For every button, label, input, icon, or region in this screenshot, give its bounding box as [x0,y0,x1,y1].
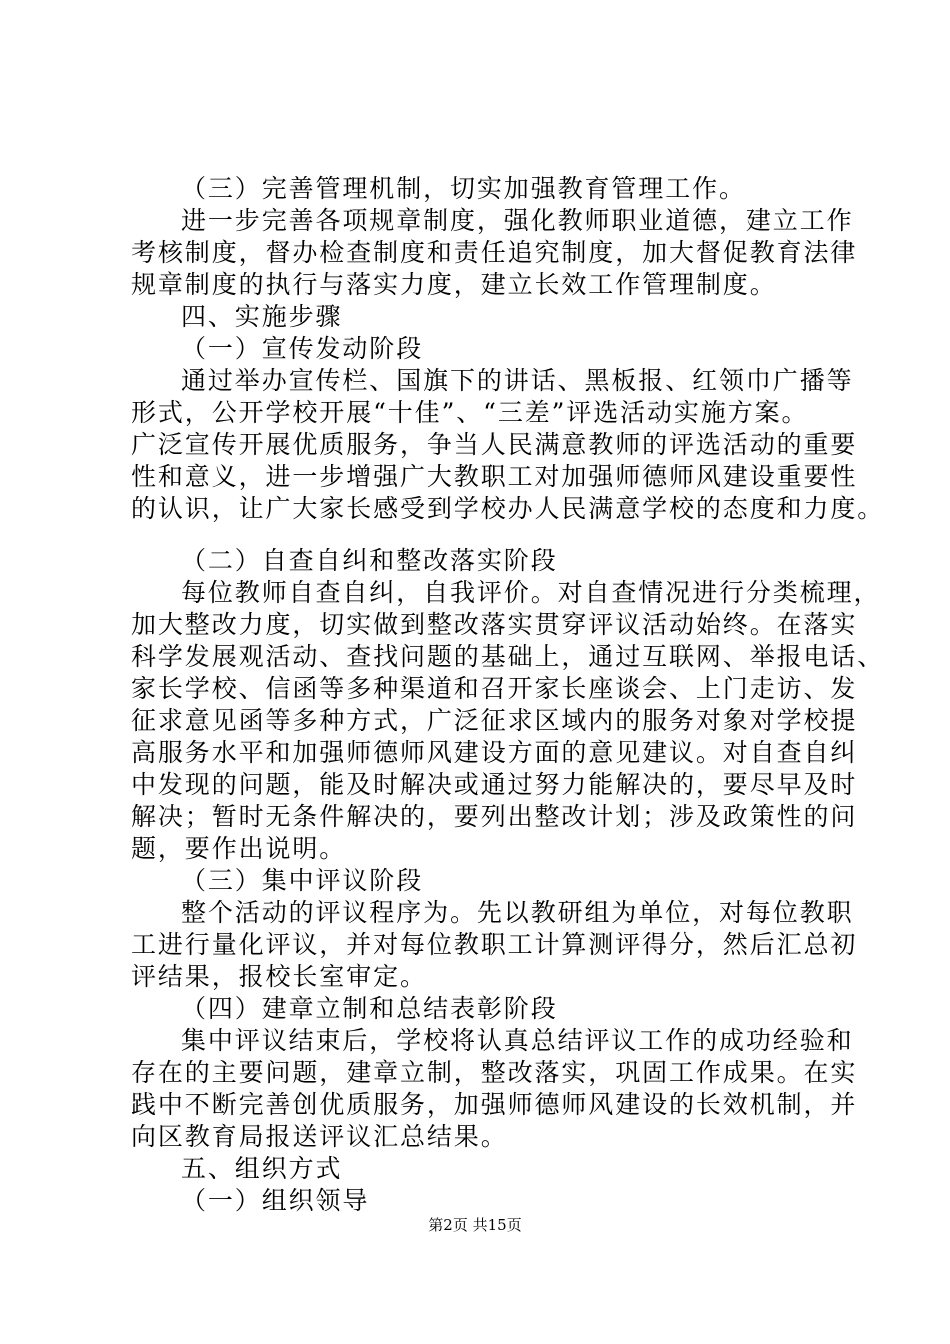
paragraph-line: 向区教育局报送评议汇总结果。 [131,1122,508,1151]
paragraph-line: 存在的主要问题，建章立制，整改落实，巩固工作成果。在实 [131,1058,858,1087]
paragraph-line: 科学发展观活动、查找问题的基础上，通过互联网、举报电话、 [131,642,885,671]
paragraph-line: 加大整改力度，切实做到整改落实贯穿评议活动始终。在落实 [131,610,858,639]
paragraph-line: 每位教师自查自纠，自我评价。对自查情况进行分类梳理， [181,578,881,607]
paragraph-line: 题，要作出说明。 [131,834,347,863]
paragraph-line: 规章制度的执行与落实力度，建立长效工作管理制度。 [131,270,777,299]
subheading-evaluation-stage: （三）集中评议阶段 [181,866,424,895]
section-heading-implementation-steps: 四、实施步骤 [181,302,343,331]
paragraph-line: 通过举办宣传栏、国旗下的讲话、黑板报、红领巾广播等 [181,366,854,395]
heading-improve-management: （三）完善管理机制，切实加强教育管理工作。 [181,174,746,203]
paragraph-line: 高服务水平和加强师德师风建设方面的意见建议。对自查自纠 [131,738,858,767]
paragraph-line: 工进行量化评议，并对每位教职工计算测评得分，然后汇总初 [131,930,858,959]
paragraph-line: 整个活动的评议程序为。先以教研组为单位，对每位教职 [181,898,854,927]
paragraph-line: 性和意义，进一步增强广大教职工对加强师德师风建设重要性 [131,462,858,491]
subheading-publicity-stage: （一）宣传发动阶段 [181,334,424,363]
paragraph-line: 集中评议结束后，学校将认真总结评议工作的成功经验和 [181,1026,854,1055]
paragraph-line: 形式，公开学校开展“十佳”、“三差”评选活动实施方案。 [131,398,809,427]
paragraph-line: 解决；暂时无条件解决的，要列出整改计划；涉及政策性的问 [131,802,858,831]
paragraph-line: 中发现的问题，能及时解决或通过努力能解决的，要尽早及时 [131,770,858,799]
page-number-footer: 第2页 共15页 [428,1216,522,1234]
paragraph-line: 评结果，报校长室审定。 [131,962,427,991]
paragraph-line: 征求意见函等多种方式，广泛征求区域内的服务对象对学校提 [131,706,858,735]
subheading-summary-stage: （四）建章立制和总结表彰阶段 [181,994,558,1023]
paragraph-line: 家长学校、信函等多种渠道和召开家长座谈会、上门走访、发 [131,674,858,703]
paragraph-line: 践中不断完善创优质服务，加强师德师风建设的长效机制，并 [131,1090,858,1119]
subheading-leadership: （一）组织领导 [181,1186,370,1215]
paragraph-line: 进一步完善各项规章制度，强化教师职业道德，建立工作 [181,206,854,235]
subheading-self-inspection-stage: （二）自查自纠和整改落实阶段 [181,546,558,575]
paragraph-line: 广泛宣传开展优质服务，争当人民满意教师的评选活动的重要 [131,430,858,459]
paragraph-line: 考核制度，督办检查制度和责任追究制度，加大督促教育法律 [131,238,858,267]
paragraph-line: 的认识，让广大家长感受到学校办人民满意学校的态度和力度。 [131,494,885,523]
section-heading-organization: 五、组织方式 [181,1154,343,1183]
